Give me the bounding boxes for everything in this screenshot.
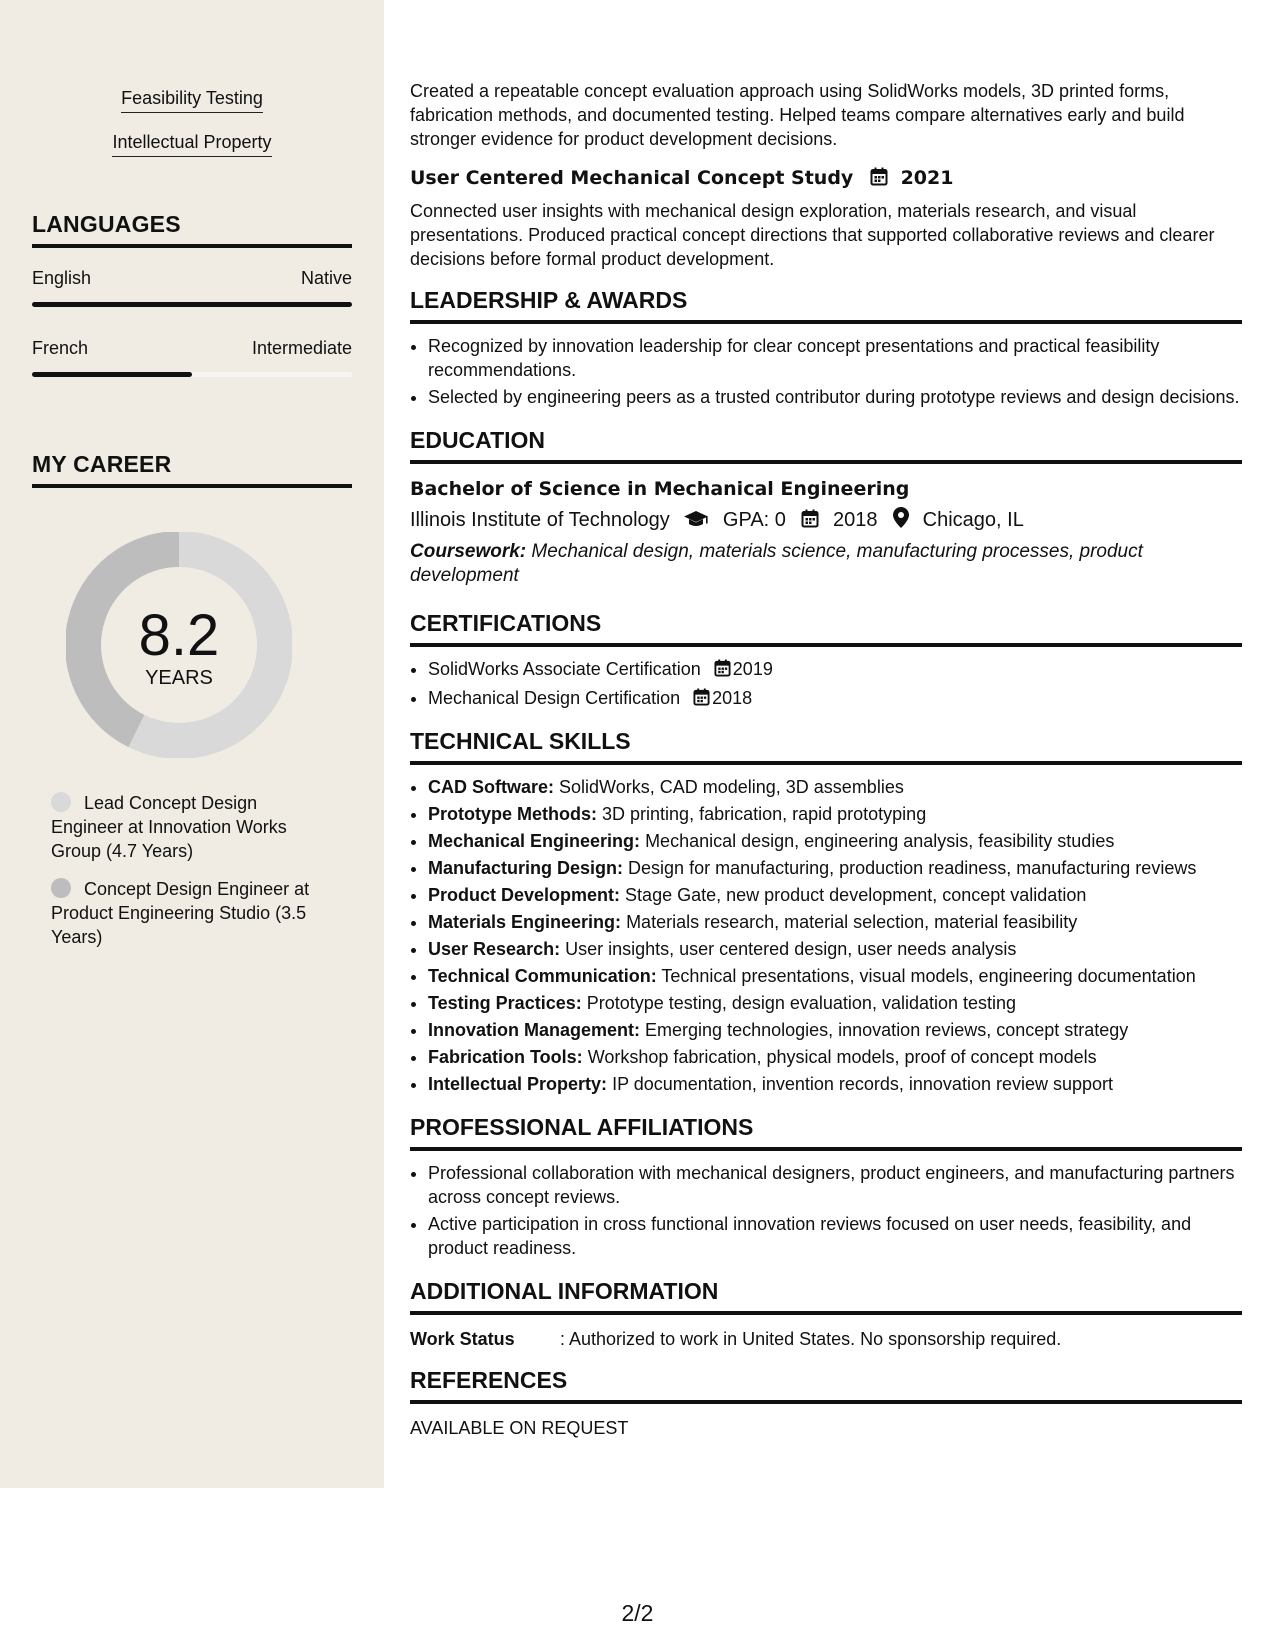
skill-item [428,829,1242,853]
certification-name: Mechanical Design Certification [428,688,681,708]
skill-tags [32,86,352,174]
leadership-heading: LEADERSHIP & AWARDS [410,285,1242,324]
gpa: GPA: 0 [722,509,786,531]
language-level: Intermediate [251,338,352,358]
language-row [32,268,352,314]
career-item [51,791,331,863]
skill-item [428,1045,1242,1069]
education-heading: EDUCATION [410,425,1242,464]
affiliations-list [410,1161,1242,1260]
career-legend-dot [51,792,71,812]
skill-value: Stage Gate, new product development, concept validation [625,885,1087,905]
certification-name: SolidWorks Associate Certification [428,659,701,679]
skill-item [428,937,1242,961]
skill-label: Innovation Management: [428,1020,641,1040]
skill-value: SolidWorks, CAD modeling, 3D assemblies [559,777,904,797]
certification-year: 2019 [732,659,773,679]
education-details [410,506,1242,536]
affiliations-heading: PROFESSIONAL AFFILIATIONS [410,1112,1242,1151]
skill-item [428,1072,1242,1096]
coursework-text: Mechanical design, materials science, manufacturing processes, product development [410,541,1143,586]
language-bar-fill [32,302,352,307]
skill-item [428,991,1242,1015]
school-name: Illinois Institute of Technology [410,509,670,531]
skill-item [428,775,1242,799]
language-bar-fill [32,372,192,377]
language-level: Native [300,268,352,288]
career-heading: MY CAREER [32,451,352,488]
career-item-text: Lead Concept Design Engineer at Innovation Works Group (4.7 Years) [51,793,287,861]
certifications-heading: CERTIFICATIONS [410,608,1242,647]
skill-item [428,1018,1242,1042]
calendar-icon [714,659,731,683]
references-text: AVAILABLE ON REQUEST [410,1418,629,1438]
skill-item [428,856,1242,880]
list-item: • Professional collaboration with mechanical designers, product engineers, and manufacturing partners across concept reviews. [428,1161,1242,1209]
skill-item [428,802,1242,826]
skill-value: Mechanical design, engineering analysis, feasibility studies [645,831,1115,851]
additional-info-heading: ADDITIONAL INFORMATION [410,1276,1242,1315]
career-item-text: Concept Design Engineer at Product Engineering Studio (3.5 Years) [51,879,310,947]
skill-value: User insights, user centered design, user needs analysis [565,939,1017,959]
skill-tag: Feasibility Testing [121,86,263,113]
skill-value: Workshop fabrication, physical models, proof of concept models [587,1047,1097,1067]
career-total [66,605,292,689]
skill-label: Manufacturing Design: [428,858,624,878]
sidebar [0,0,384,1488]
certification-year: 2018 [712,688,753,708]
career-list [51,791,331,963]
project-year: 2021 [900,167,954,189]
certifications-list [410,657,1242,712]
language-name: English [32,268,92,288]
coursework [410,540,1242,588]
career-total-unit: YEARS [145,667,213,689]
intro-paragraph: Created a repeatable concept evaluation approach using SolidWorks models, 3D printed forms, fabrication methods, and documented testing. Helped teams compare alternatives early and build stronger evidence for product development decisions. [410,81,1185,149]
skill-value: Emerging technologies, innovation reviews, concept strategy [645,1020,1129,1040]
technical-skills-list [410,775,1242,1096]
skill-item [428,883,1242,907]
skill-value: Materials research, material selection, material feasibility [626,912,1078,932]
project-title: User Centered Mechanical Concept Study [410,167,854,189]
skill-value: Design for manufacturing, production readiness, manufacturing reviews [628,858,1197,878]
skill-label: Materials Engineering: [428,912,622,932]
skill-label: Product Development: [428,885,621,905]
page-number: 2/2 [621,1600,654,1626]
work-status-label: Work Status [410,1329,515,1349]
skill-label: Technical Communication: [428,966,657,986]
languages-heading: LANGUAGES [32,211,352,248]
career-item [51,877,331,949]
language-bar [32,372,352,377]
skill-label: Mechanical Engineering: [428,831,641,851]
calendar-icon [870,167,888,193]
skill-label: User Research: [428,939,561,959]
work-status-value: : Authorized to work in United States. No sponsorship required. [560,1329,1062,1349]
skill-item [428,910,1242,934]
certification-item [428,657,1242,683]
list-item: • Recognized by innovation leadership for clear concept presentations and practical feasibility recommendations. [428,334,1242,382]
list-item: • Active participation in cross functional innovation reviews focused on user needs, feasibility, and product readiness. [428,1212,1242,1260]
career-legend-dot [51,878,71,898]
main-content [410,0,1242,1440]
skill-item [428,964,1242,988]
calendar-icon [801,508,819,536]
skill-label: Testing Practices: [428,993,582,1013]
references-heading: REFERENCES [410,1365,1242,1404]
technical-skills-heading: TECHNICAL SKILLS [410,726,1242,765]
career-total-value: 8.2 [138,603,220,668]
graduation-year: 2018 [833,509,878,531]
language-name: French [32,338,89,358]
language-bar [32,302,352,307]
list-item: • Selected by engineering peers as a trusted contributor during prototype reviews and design decisions. [428,385,1242,409]
work-status-row [410,1327,1242,1351]
skill-value: Technical presentations, visual models, engineering documentation [661,966,1196,986]
school-location: Chicago, IL [922,509,1024,531]
leadership-list [410,334,1242,409]
degree-title: Bachelor of Science in Mechanical Engineering [410,478,910,500]
skill-value: 3D printing, fabrication, rapid prototyping [602,804,927,824]
skill-value: IP documentation, invention records, innovation review support [612,1074,1114,1094]
project-title-row [410,165,1242,193]
skill-tag: Intellectual Property [112,130,271,157]
graduation-cap-icon [683,508,709,536]
skill-label: CAD Software: [428,777,555,797]
skill-label: Intellectual Property: [428,1074,608,1094]
calendar-icon [693,688,710,712]
coursework-label: Coursework: [410,541,527,562]
project-description: Connected user insights with mechanical design exploration, materials research, and visual presentations. Produced practical concept directions that supported collaborative reviews and clearer decisions before formal product development. [410,201,1215,269]
skill-label: Fabrication Tools: [428,1047,583,1067]
skill-value: Prototype testing, design evaluation, validation testing [586,993,1017,1013]
skill-label: Prototype Methods: [428,804,597,824]
location-pin-icon [893,507,909,536]
language-row [32,338,352,384]
certification-item [428,686,1242,712]
